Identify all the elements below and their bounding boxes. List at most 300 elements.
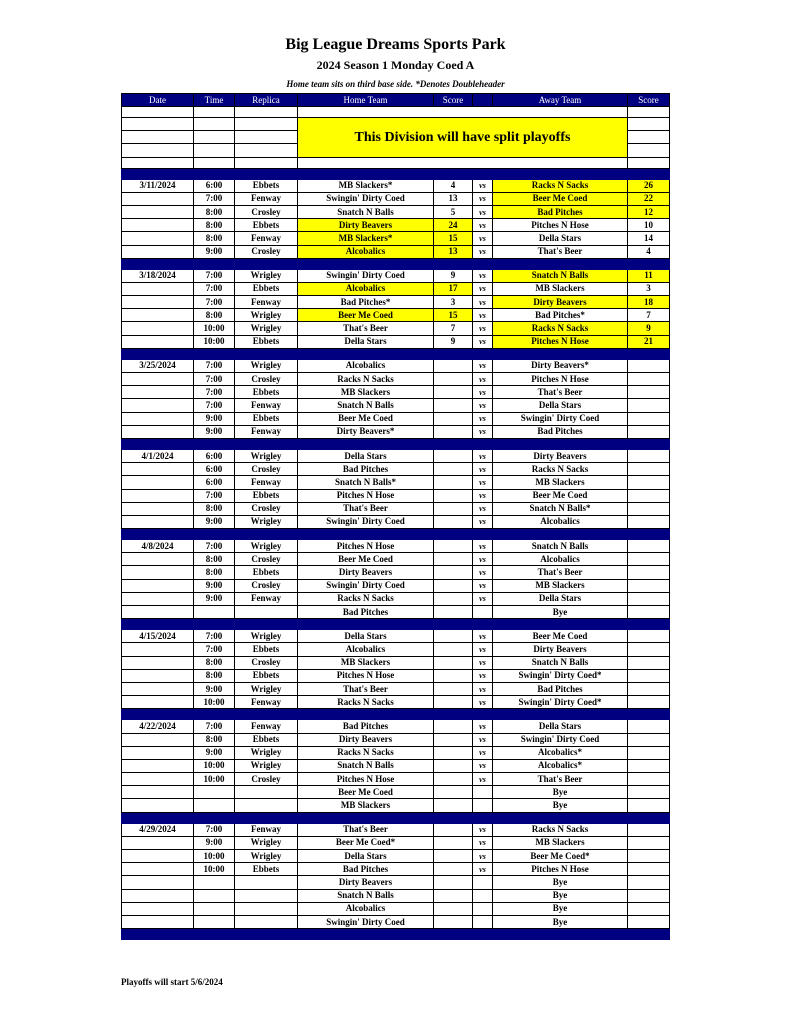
game-row — [122, 592, 670, 605]
time-cell: 6:00 — [194, 179, 235, 192]
away-score-cell: 4 — [628, 245, 670, 258]
col-vs — [473, 94, 493, 107]
home-team-cell: That's Beer — [298, 502, 434, 515]
home-score-cell: 15 — [434, 232, 473, 245]
field-cell: Wrigley — [235, 359, 298, 372]
separator-cell — [122, 348, 670, 359]
away-team-cell: MB Slackers — [493, 282, 628, 295]
week-separator — [122, 619, 670, 630]
week-separator — [122, 258, 670, 269]
date-cell — [122, 902, 194, 915]
time-cell: 9:00 — [194, 515, 235, 528]
vs-cell: vs — [473, 373, 493, 386]
home-score-cell — [434, 606, 473, 619]
date-cell — [122, 205, 194, 218]
vs-cell: vs — [473, 502, 493, 515]
schedule-note: Home team sits on third base side. *Denotes Doubleheader — [286, 79, 505, 89]
home-team-cell: Della Stars — [298, 335, 434, 348]
home-team-cell: Bad Pitches* — [298, 296, 434, 309]
home-score-cell — [434, 889, 473, 902]
time-cell: 8:00 — [194, 309, 235, 322]
home-score-cell — [434, 476, 473, 489]
field-cell: Wrigley — [235, 746, 298, 759]
game-row — [122, 759, 670, 772]
away-score-cell — [628, 696, 670, 709]
away-team-cell: Bye — [493, 786, 628, 799]
field-cell: Wrigley — [235, 850, 298, 863]
time-cell: 7:00 — [194, 269, 235, 282]
away-team-cell: Alcobalics* — [493, 746, 628, 759]
vs-cell: vs — [473, 425, 493, 438]
time-cell: 10:00 — [194, 759, 235, 772]
vs-cell: vs — [473, 850, 493, 863]
away-score-cell — [628, 799, 670, 812]
col-home-score: Score — [434, 94, 473, 107]
home-team-cell: Beer Me Coed — [298, 412, 434, 425]
date-cell — [122, 799, 194, 812]
date-cell: 4/1/2024 — [122, 449, 194, 462]
home-score-cell — [434, 915, 473, 928]
away-score-cell: 11 — [628, 269, 670, 282]
away-score-cell — [628, 889, 670, 902]
away-score-cell — [628, 682, 670, 695]
field-cell: Ebbets — [235, 643, 298, 656]
date-cell — [122, 335, 194, 348]
time-cell — [194, 876, 235, 889]
home-score-cell — [434, 502, 473, 515]
away-score-cell: 9 — [628, 322, 670, 335]
game-row — [122, 192, 670, 205]
away-score-cell — [628, 566, 670, 579]
away-team-cell: Racks N Sacks — [493, 322, 628, 335]
time-cell: 9:00 — [194, 592, 235, 605]
game-row — [122, 579, 670, 592]
vs-cell: vs — [473, 656, 493, 669]
home-team-cell: Alcobalics — [298, 643, 434, 656]
time-cell: 10:00 — [194, 850, 235, 863]
game-row — [122, 720, 670, 733]
vs-cell: vs — [473, 553, 493, 566]
schedule-table — [121, 93, 670, 940]
time-cell: 8:00 — [194, 232, 235, 245]
field-cell: Ebbets — [235, 179, 298, 192]
date-cell — [122, 786, 194, 799]
home-score-cell: 9 — [434, 269, 473, 282]
away-team-cell: That's Beer — [493, 245, 628, 258]
separator-cell — [122, 619, 670, 630]
field-cell — [235, 902, 298, 915]
home-score-cell — [434, 720, 473, 733]
home-score-cell — [434, 399, 473, 412]
date-cell — [122, 682, 194, 695]
away-score-cell — [628, 823, 670, 836]
blank-row — [122, 157, 670, 168]
away-team-cell: Swingin' Dirty Coed — [493, 412, 628, 425]
away-team-cell: Dirty Beavers* — [493, 359, 628, 372]
vs-cell: vs — [473, 630, 493, 643]
away-score-cell: 3 — [628, 282, 670, 295]
vs-cell: vs — [473, 179, 493, 192]
field-cell: Fenway — [235, 720, 298, 733]
home-team-cell: Alcobalics — [298, 245, 434, 258]
game-row — [122, 373, 670, 386]
away-team-cell: Bad Pitches — [493, 425, 628, 438]
home-score-cell: 9 — [434, 335, 473, 348]
blank-cell — [122, 157, 194, 168]
vs-cell — [473, 902, 493, 915]
date-cell — [122, 553, 194, 566]
away-team-cell: Bye — [493, 799, 628, 812]
game-row — [122, 412, 670, 425]
date-cell — [122, 656, 194, 669]
blank-cell — [194, 131, 235, 144]
home-team-cell: MB Slackers — [298, 656, 434, 669]
time-cell: 8:00 — [194, 502, 235, 515]
date-cell — [122, 773, 194, 786]
home-team-cell: Della Stars — [298, 449, 434, 462]
vs-cell: vs — [473, 296, 493, 309]
date-cell — [122, 502, 194, 515]
away-team-cell: Pitches N Hose — [493, 863, 628, 876]
field-cell — [235, 606, 298, 619]
home-score-cell — [434, 746, 473, 759]
game-row — [122, 399, 670, 412]
field-cell: Wrigley — [235, 322, 298, 335]
home-team-cell: Swingin' Dirty Coed — [298, 269, 434, 282]
home-score-cell — [434, 463, 473, 476]
time-cell: 7:00 — [194, 192, 235, 205]
away-score-cell — [628, 399, 670, 412]
home-score-cell — [434, 449, 473, 462]
week-separator — [122, 929, 670, 940]
vs-cell: vs — [473, 359, 493, 372]
blank-cell — [298, 107, 628, 118]
away-score-cell — [628, 850, 670, 863]
away-team-cell: Racks N Sacks — [493, 463, 628, 476]
away-team-cell: Bye — [493, 876, 628, 889]
blank-cell — [628, 118, 670, 131]
time-cell — [194, 606, 235, 619]
home-score-cell: 3 — [434, 296, 473, 309]
vs-cell: vs — [473, 309, 493, 322]
home-score-cell — [434, 682, 473, 695]
field-cell: Wrigley — [235, 449, 298, 462]
away-score-cell — [628, 720, 670, 733]
away-score-cell: 10 — [628, 219, 670, 232]
time-cell: 10:00 — [194, 773, 235, 786]
game-row — [122, 746, 670, 759]
game-row — [122, 643, 670, 656]
away-team-cell: MB Slackers — [493, 476, 628, 489]
week-separator — [122, 348, 670, 359]
away-team-cell: That's Beer — [493, 386, 628, 399]
home-team-cell: Della Stars — [298, 630, 434, 643]
date-cell: 4/8/2024 — [122, 540, 194, 553]
field-cell: Ebbets — [235, 669, 298, 682]
time-cell — [194, 915, 235, 928]
home-team-cell: Della Stars — [298, 850, 434, 863]
date-cell — [122, 476, 194, 489]
header-row — [122, 94, 670, 107]
time-cell: 8:00 — [194, 656, 235, 669]
away-team-cell: Alcobalics* — [493, 759, 628, 772]
away-score-cell — [628, 425, 670, 438]
vs-cell: vs — [473, 282, 493, 295]
away-team-cell: Bad Pitches* — [493, 309, 628, 322]
away-score-cell — [628, 553, 670, 566]
field-cell — [235, 889, 298, 902]
home-score-cell — [434, 669, 473, 682]
home-score-cell — [434, 373, 473, 386]
home-score-cell: 13 — [434, 192, 473, 205]
time-cell: 7:00 — [194, 296, 235, 309]
home-team-cell: Pitches N Hose — [298, 489, 434, 502]
field-cell: Fenway — [235, 476, 298, 489]
away-score-cell — [628, 643, 670, 656]
home-score-cell — [434, 386, 473, 399]
time-cell: 7:00 — [194, 282, 235, 295]
vs-cell: vs — [473, 489, 493, 502]
away-team-cell: MB Slackers — [493, 836, 628, 849]
home-team-cell: Racks N Sacks — [298, 373, 434, 386]
game-row — [122, 489, 670, 502]
vs-cell: vs — [473, 696, 493, 709]
time-cell: 8:00 — [194, 219, 235, 232]
away-team-cell: Bad Pitches — [493, 205, 628, 218]
field-cell: Fenway — [235, 232, 298, 245]
home-score-cell — [434, 696, 473, 709]
away-score-cell — [628, 502, 670, 515]
field-cell: Crosley — [235, 553, 298, 566]
home-score-cell — [434, 630, 473, 643]
home-score-cell — [434, 902, 473, 915]
away-score-cell — [628, 373, 670, 386]
away-team-cell: Swingin' Dirty Coed* — [493, 669, 628, 682]
game-row — [122, 850, 670, 863]
away-score-cell: 14 — [628, 232, 670, 245]
time-cell — [194, 799, 235, 812]
field-cell: Crosley — [235, 579, 298, 592]
col-away-team: Away Team — [493, 94, 628, 107]
home-team-cell: Pitches N Hose — [298, 540, 434, 553]
game-row — [122, 463, 670, 476]
time-cell: 9:00 — [194, 746, 235, 759]
vs-cell: vs — [473, 399, 493, 412]
blank-cell — [122, 107, 194, 118]
date-cell: 3/11/2024 — [122, 179, 194, 192]
away-team-cell: That's Beer — [493, 773, 628, 786]
vs-cell: vs — [473, 733, 493, 746]
home-team-cell: Snatch N Balls — [298, 205, 434, 218]
home-score-cell — [434, 540, 473, 553]
field-cell: Crosley — [235, 245, 298, 258]
field-cell: Crosley — [235, 373, 298, 386]
game-row — [122, 566, 670, 579]
home-team-cell: Dirty Beavers — [298, 733, 434, 746]
home-team-cell: Racks N Sacks — [298, 746, 434, 759]
page-title: Big League Dreams Sports Park — [285, 36, 506, 53]
home-team-cell: Swingin' Dirty Coed — [298, 579, 434, 592]
home-team-cell: Dirty Beavers — [298, 566, 434, 579]
field-cell: Fenway — [235, 192, 298, 205]
field-cell — [235, 786, 298, 799]
home-score-cell — [434, 579, 473, 592]
home-team-cell: Racks N Sacks — [298, 696, 434, 709]
away-score-cell — [628, 489, 670, 502]
home-score-cell — [434, 592, 473, 605]
game-row — [122, 773, 670, 786]
col-replica: Replica — [235, 94, 298, 107]
game-row — [122, 540, 670, 553]
vs-cell: vs — [473, 540, 493, 553]
away-score-cell: 22 — [628, 192, 670, 205]
separator-cell — [122, 168, 670, 179]
game-row — [122, 269, 670, 282]
vs-cell — [473, 786, 493, 799]
home-score-cell: 5 — [434, 205, 473, 218]
vs-cell: vs — [473, 476, 493, 489]
home-team-cell: Dirty Beavers — [298, 219, 434, 232]
page-subtitle: 2024 Season 1 Monday Coed A — [316, 58, 475, 72]
away-score-cell — [628, 773, 670, 786]
away-team-cell: Bad Pitches — [493, 682, 628, 695]
field-cell: Crosley — [235, 463, 298, 476]
time-cell: 7:00 — [194, 540, 235, 553]
time-cell: 8:00 — [194, 669, 235, 682]
away-score-cell — [628, 915, 670, 928]
home-team-cell: Beer Me Coed — [298, 309, 434, 322]
away-score-cell — [628, 786, 670, 799]
vs-cell — [473, 889, 493, 902]
away-score-cell: 7 — [628, 309, 670, 322]
game-row — [122, 630, 670, 643]
home-score-cell: 13 — [434, 245, 473, 258]
date-cell — [122, 489, 194, 502]
vs-cell: vs — [473, 643, 493, 656]
home-score-cell — [434, 643, 473, 656]
home-team-cell: Beer Me Coed — [298, 553, 434, 566]
home-score-cell: 4 — [434, 179, 473, 192]
home-team-cell: Dirty Beavers* — [298, 425, 434, 438]
date-cell: 4/22/2024 — [122, 720, 194, 733]
time-cell: 10:00 — [194, 335, 235, 348]
field-cell: Wrigley — [235, 759, 298, 772]
blank-cell — [298, 157, 628, 168]
time-cell: 9:00 — [194, 245, 235, 258]
home-team-cell: MB Slackers* — [298, 232, 434, 245]
time-cell: 6:00 — [194, 463, 235, 476]
game-row — [122, 386, 670, 399]
blank-row — [122, 107, 670, 118]
game-row — [122, 733, 670, 746]
home-score-cell — [434, 773, 473, 786]
game-row — [122, 836, 670, 849]
vs-cell: vs — [473, 192, 493, 205]
field-cell: Fenway — [235, 425, 298, 438]
away-score-cell — [628, 412, 670, 425]
home-score-cell — [434, 786, 473, 799]
time-cell: 7:00 — [194, 720, 235, 733]
date-cell — [122, 192, 194, 205]
home-team-cell: Beer Me Coed* — [298, 836, 434, 849]
col-home-team: Home Team — [298, 94, 434, 107]
time-cell: 6:00 — [194, 449, 235, 462]
away-score-cell: 18 — [628, 296, 670, 309]
home-team-cell: Bad Pitches — [298, 606, 434, 619]
time-cell: 7:00 — [194, 386, 235, 399]
week-separator — [122, 168, 670, 179]
date-cell — [122, 296, 194, 309]
field-cell: Wrigley — [235, 269, 298, 282]
game-row — [122, 232, 670, 245]
date-cell: 3/18/2024 — [122, 269, 194, 282]
date-cell — [122, 759, 194, 772]
blank-cell — [235, 118, 298, 131]
date-cell — [122, 733, 194, 746]
away-team-cell: Alcobalics — [493, 515, 628, 528]
home-team-cell: MB Slackers* — [298, 179, 434, 192]
date-cell — [122, 696, 194, 709]
game-row — [122, 425, 670, 438]
date-cell — [122, 373, 194, 386]
away-team-cell: Della Stars — [493, 399, 628, 412]
date-cell — [122, 232, 194, 245]
home-team-cell: MB Slackers — [298, 799, 434, 812]
home-score-cell — [434, 425, 473, 438]
field-cell: Wrigley — [235, 515, 298, 528]
time-cell: 7:00 — [194, 359, 235, 372]
date-cell — [122, 850, 194, 863]
home-score-cell — [434, 553, 473, 566]
away-team-cell: That's Beer — [493, 566, 628, 579]
vs-cell: vs — [473, 863, 493, 876]
date-cell — [122, 309, 194, 322]
vs-cell: vs — [473, 773, 493, 786]
game-row — [122, 889, 670, 902]
game-row — [122, 322, 670, 335]
week-separator — [122, 812, 670, 823]
blank-cell — [122, 131, 194, 144]
home-score-cell — [434, 850, 473, 863]
date-cell — [122, 643, 194, 656]
time-cell: 9:00 — [194, 682, 235, 695]
field-cell: Ebbets — [235, 219, 298, 232]
date-cell — [122, 836, 194, 849]
away-team-cell: Della Stars — [493, 232, 628, 245]
away-score-cell — [628, 863, 670, 876]
time-cell: 9:00 — [194, 579, 235, 592]
home-team-cell: Snatch N Balls — [298, 759, 434, 772]
away-team-cell: Dirty Beavers — [493, 449, 628, 462]
time-cell — [194, 889, 235, 902]
separator-cell — [122, 929, 670, 940]
vs-cell: vs — [473, 412, 493, 425]
away-team-cell: Bye — [493, 606, 628, 619]
away-team-cell: Swingin' Dirty Coed — [493, 733, 628, 746]
away-team-cell: Beer Me Coed* — [493, 850, 628, 863]
vs-cell: vs — [473, 322, 493, 335]
home-score-cell: 24 — [434, 219, 473, 232]
home-team-cell: Bad Pitches — [298, 720, 434, 733]
away-score-cell — [628, 733, 670, 746]
away-team-cell: Dirty Beavers — [493, 643, 628, 656]
date-cell — [122, 399, 194, 412]
away-score-cell: 21 — [628, 335, 670, 348]
field-cell: Wrigley — [235, 836, 298, 849]
field-cell: Wrigley — [235, 682, 298, 695]
home-score-cell — [434, 566, 473, 579]
game-row — [122, 553, 670, 566]
